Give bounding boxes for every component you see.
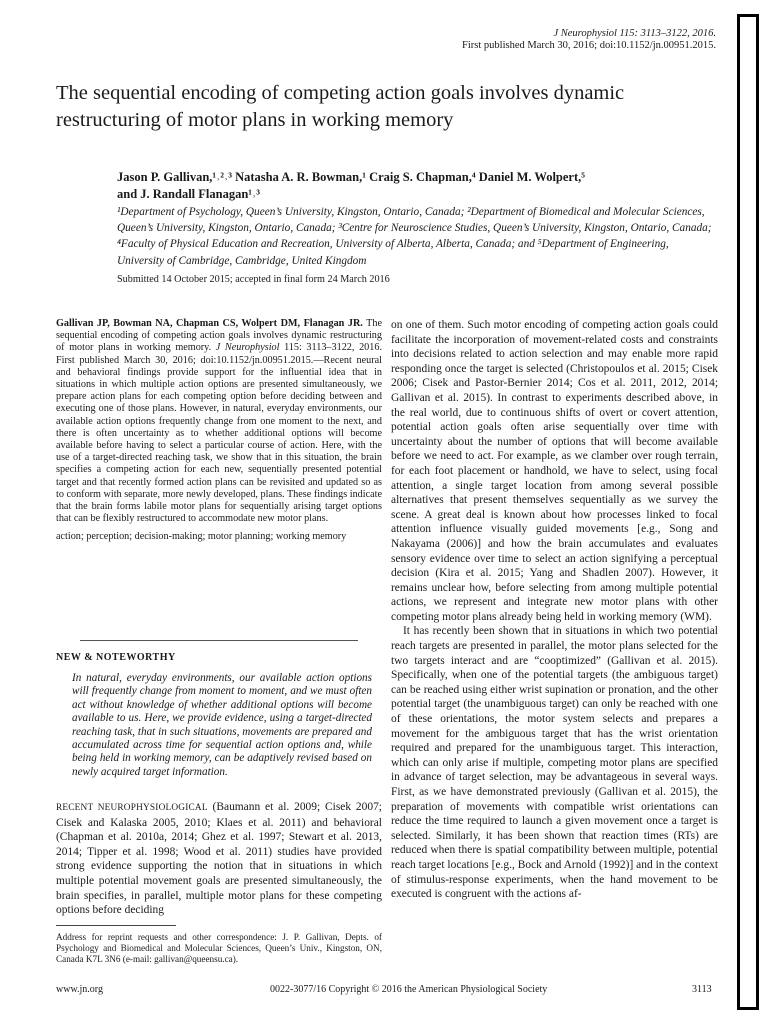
section-divider xyxy=(80,640,358,641)
submission-dates: Submitted 14 October 2015; accepted in final form 24 March 2016 xyxy=(117,274,390,285)
intro-body: (Baumann et al. 2009; Cisek 2007; Cisek and Kalaska 2005, 2010; Klaes et al. 2011) and behavioral (Chapman et al. 2010a, 2014; Ghez et al. 1997; Stewart et al. 2013, 2014; Tipper et al. 1998; Wood et al. 2011) studies have provided strong evidence supporting the notion that in situations in which multiple potential movement goals are presented simultaneously, the brain specifies, in parallel, multiple motor plans for these competing options before deciding xyxy=(56,801,382,917)
abstract-citation-title: The sequential encoding of competing action goals involves dynamic restructuring of motor plans in working memory. xyxy=(56,318,382,354)
page-number: 3113 xyxy=(692,984,712,995)
abstract-body: 115: 3113–3122, 2016. First published March 30, 2016; doi:10.1152/jn.00951.2015.—Recent neural and behavioral findings provide support for the influential idea that in situations in which multiple action options are presented simultaneously, we prepare action plans for each competing option before deciding between and executing one of those plans. However, in natural, everyday environments, our available action options frequently change from one moment to the next, and there is often uncertainty as to whether additional options will become available before having to select a particular course of action. Here, with the use of a target-directed reaching task, we show that in this situation, the brain specifies a competing action for each new, sequentially presented potential target and that recently formed action plans can be revisited and updated so as to conform with separate, more newly developed, plans. These findings indicate that the brain forms labile motor plans for sequentially arising target options that can be flexibly restructured to accommodate new motor plans. xyxy=(56,342,382,525)
article-title: The sequential encoding of competing action goals involves dynamic restructuring of motor plans in working memory xyxy=(56,82,625,131)
correspondence-footnote: Address for reprint requests and other correspondence: J. P. Gallivan, Depts. of Psychology and Biomedical and Molecular Sciences, Queen’s Univ., Kingston, ON, Canada K7L 3N6 (e-mail: gallivan@queensu.ca). xyxy=(56,932,382,964)
new-noteworthy-heading: NEW & NOTEWORTHY xyxy=(56,652,176,663)
authors-line-1: Jason P. Gallivan,¹˒²˒³ Natasha A. R. Bowman,¹ Craig S. Chapman,⁴ Daniel M. Wolpert,⁵ xyxy=(117,170,586,184)
abstract-column xyxy=(56,318,382,550)
author-list xyxy=(117,169,717,203)
new-noteworthy-body: In natural, everyday environments, our available action options will frequently change from moment to moment, and we must often act without knowledge of whether additional options will become available to us. Here, we provide evidence, using a target-directed reaching task, that in such situations, movements are prepared and accumulated across time for sequential action options and, while being held in working memory, can be adaptively revised based on newly acquired target information. xyxy=(72,672,372,778)
abstract xyxy=(56,318,382,525)
footer-website: www.jn.org xyxy=(56,984,103,995)
right-column xyxy=(391,318,718,908)
journal-reference xyxy=(462,28,716,52)
journal-line: J Neurophysiol 115: 3113–3122, 2016. xyxy=(553,28,716,39)
keywords: action; perception; decision-making; motor planning; working memory xyxy=(56,531,347,543)
footer-copyright: 0022-3077/16 Copyright © 2016 the American Physiological Society xyxy=(270,984,548,995)
publication-line: First published March 30, 2016; doi:10.1152/jn.00951.2015. xyxy=(462,40,716,51)
footnote-divider xyxy=(56,925,176,926)
margin-bar xyxy=(737,14,759,1010)
introduction-paragraph xyxy=(56,800,382,918)
intro-lead: RECENT NEUROPHYSIOLOGICAL xyxy=(56,803,208,813)
affiliations: ¹Department of Psychology, Queen’s University, Kingston, Ontario, Canada; ²Department of Biomedical and Molecular Sciences, Queen’s University, Kingston, Ontario, Canada; ³Centre for Neuroscience Studies, Queen’s University, Kingston, Ontario, Canada; ⁴Faculty of Physical Education and Recreation, University of Alberta, Alberta, Canada; and ⁵Department of Engineering, University of Cambridge, Cambridge, United Kingdom xyxy=(117,206,712,267)
authors-line-2: and J. Randall Flanagan¹˒³ xyxy=(117,187,260,201)
right-paragraph-1: on one of them. Such motor encoding of competing action goals could facilitate the incorporation of movement-related costs and constraints into decisions related to action selection and may enable more rapid responding once the target is selected (Christopoulos et al. 2015; Cisek 2006; Cisek and Pastor-Bernier 2014; Cos et al. 2011, 2012, 2014; Gallivan et al. 2015). In contrast to experiments described above, in the real world, due to continuous shifts of overt or covert attention, potential action goals often arise sequentially over time with uncertainty about the number of options that will become available before we need to act. For example, as we clamber over rough terrain, for each foot placement or handhold, we have to select, using focal attention, a single target location from among several possible alternatives that present themselves sequentially as we survey the scene. A great deal is known about how processes linked to focal attention influence visually guided movements [e.g., Song and Nakayama (2006)] and how the brain accumulates and evaluates sensory evidence over time to select an action signifying a perceptual decision (Kira et al. 2015; Yang and Shadlen 2007). However, it remains unclear how, before selecting from among multiple potential actions, we represent and integrate new motor plans with other competing motor plans already being held in working memory (WM). xyxy=(391,319,718,623)
abstract-citation-authors: Gallivan JP, Bowman NA, Chapman CS, Wolpert DM, Flanagan JR. xyxy=(56,318,363,329)
abstract-journal: J Neurophysiol xyxy=(215,342,280,354)
right-paragraph-2: It has recently been shown that in situations in which two potential reach targets are presented in parallel, the motor plans selected for the two targets interact and are “cooptimized” (Gallivan et al. 2015). Specifically, when one of the potential targets (the ambiguous target) can be reached using either wrist supination or pronation, and the other potential target (the unambiguous target) can only be reached with one of these orientations, the motor system selects and prepares a movement for the ambiguous target that has the wrist orientation required and prepared for the unambiguous target. This interaction, which can only arise if multiple, competing motor plans are specified in advance of target selection, may be advantageous in several ways. First, as we have demonstrated previously (Gallivan et al. 2015), the preparation of movements with compatible wrist orientations can reduce the time required to launch a given movement once a target is selected. Similarly, it has been shown that reaction times (RTs) are reduced when there is spatial compatibility between multiple, potential reach target locations [e.g., Bock and Arnold (1992)] and in the context of stimulus-response experiments, when the hand movement to be executed is congruent with the actions af- xyxy=(391,625,718,901)
